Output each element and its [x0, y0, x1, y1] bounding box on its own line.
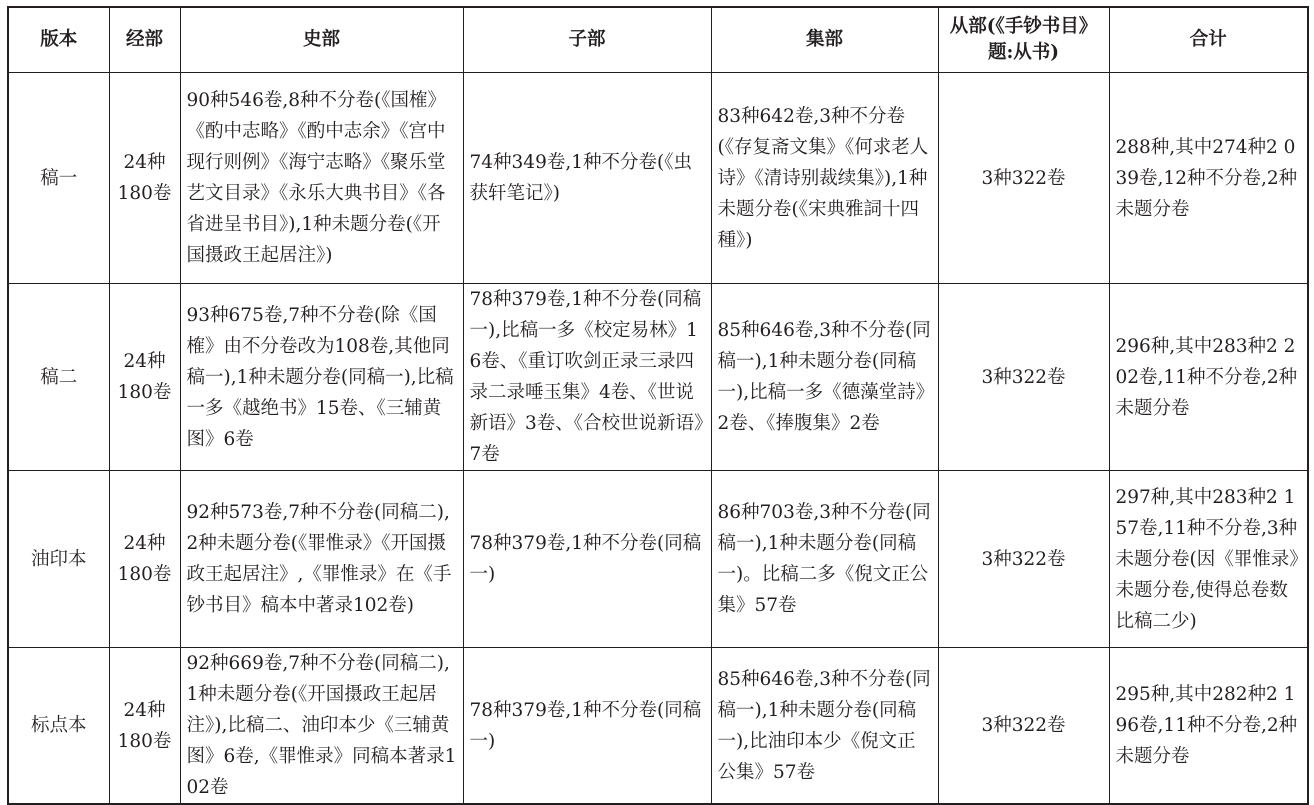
cell-jing: 24种 180卷	[109, 471, 180, 648]
cell-shi: 90种546卷,8种不分卷(《国榷》《酌中志略》《酌中志余》《宫中现行则例》《海宁志略》《聚乐堂艺文目录》《永乐大典书目》《各省进呈书目》),1种未题分卷(《开国摄政王起居注》)	[180, 73, 463, 284]
cell-cong: 3种322卷	[938, 471, 1109, 648]
header-row	[8, 7, 1308, 73]
statistics-table-container	[7, 6, 1307, 805]
header-ji: 集部	[711, 7, 938, 73]
edition-statistics-table	[7, 6, 1309, 805]
header-edition: 版本	[8, 7, 109, 73]
table-header	[8, 7, 1308, 73]
cell-shi: 93种675卷,7种不分卷(除《国榷》由不分卷改为108卷,其他同稿一),1种未题分卷(同稿一),比稿一多《越绝书》15卷、《三辅黄图》6卷	[180, 284, 463, 471]
cell-ji: 85种646卷,3种不分卷(同稿一),1种未题分卷(同稿一),比油印本少《倪文正公集》57卷	[711, 648, 938, 805]
cell-ji: 86种703卷,3种不分卷(同稿一),1种未题分卷(同稿一)。比稿二多《倪文正公集》57卷	[711, 471, 938, 648]
cell-edition: 油印本	[8, 471, 109, 648]
table-body	[8, 73, 1308, 805]
table-row	[8, 284, 1308, 471]
cell-edition: 稿一	[8, 73, 109, 284]
cell-zi: 74种349卷,1种不分卷(《虫获轩笔记》)	[463, 73, 711, 284]
cell-ji: 85种646卷,3种不分卷(同稿一),1种未题分卷(同稿一),比稿一多《德藻堂詩》2卷、《捧腹集》2卷	[711, 284, 938, 471]
cell-edition: 标点本	[8, 648, 109, 805]
header-cong: 从部(《手钞书目》题:从书)	[938, 7, 1109, 73]
cell-total: 295种,其中282种2 196卷,11种不分卷,2种未题分卷	[1109, 648, 1308, 805]
table-row	[8, 73, 1308, 284]
cell-jing: 24种 180卷	[109, 284, 180, 471]
cell-total: 296种,其中283种2 202卷,11种不分卷,2种未题分卷	[1109, 284, 1308, 471]
cell-shi: 92种573卷,7种不分卷(同稿二),2种未题分卷(《罪惟录》《开国摄政王起居注》,《罪惟录》在《手钞书目》稿本中著录102卷)	[180, 471, 463, 648]
header-total: 合计	[1109, 7, 1308, 73]
table-row	[8, 471, 1308, 648]
cell-edition: 稿二	[8, 284, 109, 471]
cell-ji: 83种642卷,3种不分卷(《存复斋文集》《何求老人诗》《清诗别裁续集》),1种未题分卷(《宋典雅詞十四種》)	[711, 73, 938, 284]
cell-zi: 78种379卷,1种不分卷(同稿一)	[463, 648, 711, 805]
header-zi: 子部	[463, 7, 711, 73]
cell-total: 297种,其中283种2 157卷,11种不分卷,3种未题分卷(因《罪惟录》未题分卷,使得总卷数比稿二少)	[1109, 471, 1308, 648]
cell-cong: 3种322卷	[938, 648, 1109, 805]
cell-zi: 78种379卷,1种不分卷(同稿一)	[463, 471, 711, 648]
cell-cong: 3种322卷	[938, 73, 1109, 284]
cell-jing: 24种 180卷	[109, 73, 180, 284]
table-row	[8, 648, 1308, 805]
header-shi: 史部	[180, 7, 463, 73]
cell-zi: 78种379卷,1种不分卷(同稿一),比稿一多《校定易林》16卷、《重订吹剑正录三录四录二录唾玉集》4卷、《世说新语》3卷、《合校世说新语》7卷	[463, 284, 711, 471]
cell-shi: 92种669卷,7种不分卷(同稿二),1种未题分卷(《开国摄政王起居注》),比稿二、油印本少《三辅黄图》6卷,《罪惟录》同稿本著录102卷	[180, 648, 463, 805]
cell-jing: 24种 180卷	[109, 648, 180, 805]
cell-total: 288种,其中274种2 039卷,12种不分卷,2种未题分卷	[1109, 73, 1308, 284]
cell-cong: 3种322卷	[938, 284, 1109, 471]
header-jing: 经部	[109, 7, 180, 73]
